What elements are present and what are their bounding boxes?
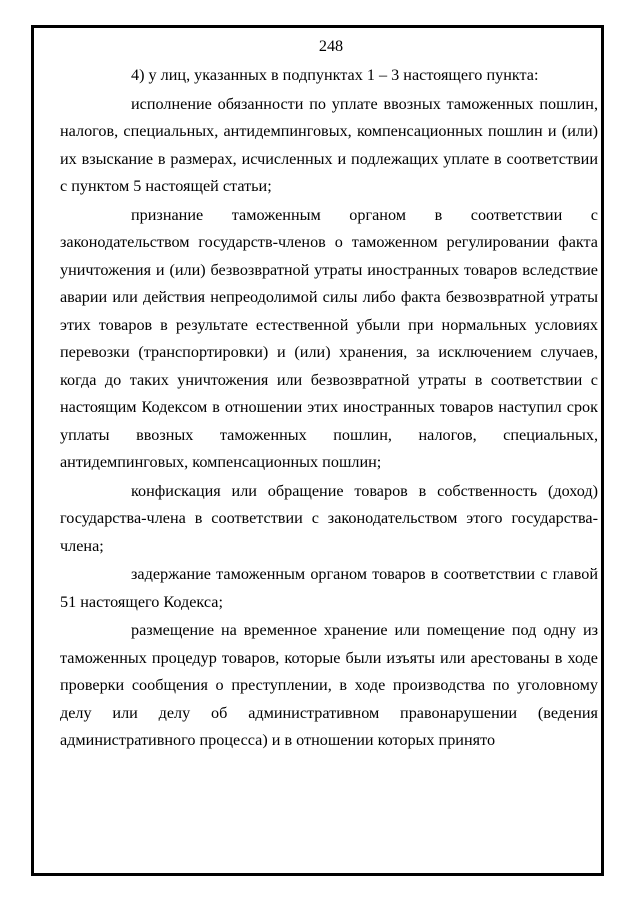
paragraph-temporary-storage: размещение на временное хранение или помещение под одну из таможенных процедур товаров, которые были изъяты или арестованы в ходе проверки сообщения о преступлении, в ходе производства по уголовному делу или делу об административном правонарушении (ведения административного процесса) и в отношении которых принято <box>60 621 598 749</box>
paragraph-destruction-recognition: признание таможенным органом в соответствии с законодательством государств-членов о таможенном регулировании факта уничтожения и (или) безвозвратной утраты иностранных товаров вследствие аварии или действия непреодолимой силы либо факта безвозвратной утраты этих товаров в результате естественной убыли при нормальных условиях перевозки (транспортировки) и (или) хранения, за исключением случаев, когда до таких уничтожения или безвозвратной утраты в соответствии с настоящим Кодексом в отношении этих иностранных товаров наступил срок уплаты ввозных таможенных пошлин, налогов, специальных, антидемпинговых, компенсационных пошлин; <box>60 205 598 471</box>
page-number: 248 <box>318 37 344 55</box>
paragraph-duty-payment: исполнение обязанности по уплате ввозных таможенных пошлин, налогов, специальных, антидемпинговых, компенсационных пошлин и (или) их взыскание в размерах, исчисленных и подлежащих уплате в соответствии с пунктом 5 настоящей статьи; <box>60 94 598 195</box>
paragraph-confiscation: конфискация или обращение товаров в собственность (доход) государства-члена в соответствии с законодательством этого государства-члена; <box>60 481 598 555</box>
paragraph-detention: задержание таможенным органом товаров в соответствии с главой 51 настоящего Кодекса; <box>60 565 598 611</box>
paragraph-subitem-4: 4) у лиц, указанных в подпунктах 1 – 3 настоящего пункта: <box>131 66 539 84</box>
document-page <box>60 35 598 755</box>
